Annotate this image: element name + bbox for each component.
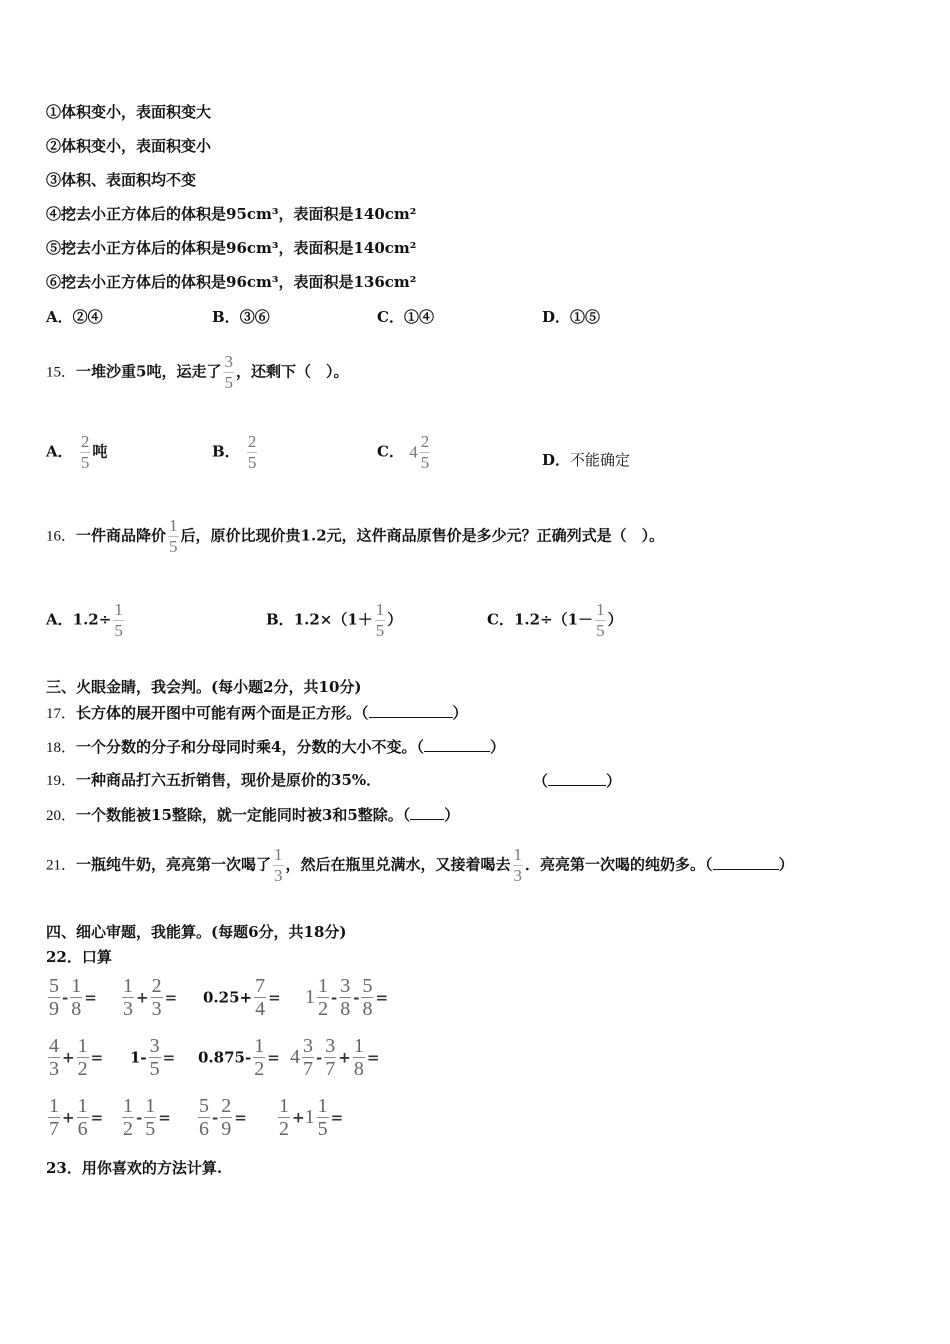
statement-4: ④挖去小正方体后的体积是95cm³，表面积是140cm² bbox=[46, 205, 417, 223]
question-number: 15． bbox=[46, 364, 77, 381]
q16-option-a[interactable]: A．1.2÷ $\frac{1}{5}$ bbox=[46, 600, 123, 640]
calc-item: 1 $\frac{1}{2}$ - $\frac{3}{8}$ - $\frac{5}{8}$ = bbox=[305, 975, 389, 1020]
answer-blank[interactable] bbox=[369, 703, 453, 718]
fraction: $\frac{1}{5}$ bbox=[596, 600, 605, 640]
fraction: $\frac{1}{5}$ bbox=[114, 600, 123, 640]
calc-item: $\frac{5}{9}$ - $\frac{1}{8}$ = bbox=[49, 975, 97, 1020]
question-text: 一件商品降价 bbox=[76, 526, 167, 545]
question-21: 21．一瓶纯牛奶，亮亮第一次喝了 $\frac{1}{3}$ ，然后在瓶里兑满水，又接着喝去 $\frac{1}{3}$ ．亮亮第一次喝的纯奶多。（ ） bbox=[46, 845, 794, 885]
calc-item: 4 $\frac{3}{7}$ - $\frac{3}{7}$ + $\frac{1}{8}$ = bbox=[290, 1035, 380, 1080]
fraction: $\frac{2}{5}$ bbox=[420, 432, 430, 472]
answer-blank[interactable] bbox=[713, 855, 779, 870]
statement-2: ②体积变小，表面积变小 bbox=[46, 137, 212, 155]
answer-blank[interactable] bbox=[424, 737, 490, 752]
statement-3: ③体积、表面积均不变 bbox=[46, 171, 197, 189]
calc-item: $\frac{5}{6}$ - $\frac{2}{9}$ = bbox=[199, 1095, 247, 1140]
question-number: 16． bbox=[46, 528, 77, 545]
section-4-title: 四、细心审题，我能算。(每题6分，共18分) bbox=[46, 923, 347, 941]
q14-option-d[interactable]: D．①⑤ bbox=[542, 308, 601, 326]
calc-item: $\frac{1}{2}$ +1 $\frac{1}{5}$ = bbox=[279, 1095, 344, 1140]
calc-item: $\frac{1}{3}$ + $\frac{2}{3}$ = bbox=[123, 975, 178, 1020]
calc-item: 0.875- $\frac{1}{2}$ = bbox=[198, 1035, 280, 1080]
q15-option-c[interactable]: C． 4 $\frac{2}{5}$ bbox=[377, 432, 430, 472]
q14-option-b[interactable]: B．③⑥ bbox=[212, 308, 270, 326]
question-23-label: 23．用你喜欢的方法计算. bbox=[46, 1159, 223, 1177]
calc-item: $\frac{4}{3}$ + $\frac{1}{2}$ = bbox=[49, 1035, 104, 1080]
answer-blank[interactable] bbox=[548, 771, 606, 786]
section-3-title: 三、火眼金睛，我会判。(每小题2分，共10分) bbox=[46, 678, 362, 696]
q16-option-b[interactable]: B．1.2×（1＋ $\frac{1}{5}$ ） bbox=[266, 600, 403, 640]
question-19: 19．一种商品打六五折销售，现价是原价的35%． bbox=[46, 771, 382, 789]
calc-item: $\frac{1}{2}$ - $\frac{1}{5}$ = bbox=[123, 1095, 171, 1140]
question-15 bbox=[46, 352, 348, 393]
answer-blank[interactable] bbox=[410, 805, 444, 820]
question-22-label: 22．口算 bbox=[46, 948, 112, 966]
statement-6: ⑥挖去小正方体后的体积是96cm³，表面积是136cm² bbox=[46, 273, 417, 291]
question-20: 20．一个数能被15整除，就一定能同时被3和5整除。（ ） bbox=[46, 806, 460, 824]
fraction: $\frac{1}{3}$ bbox=[274, 845, 283, 885]
fraction: $\frac{2}{5}$ bbox=[80, 432, 90, 472]
fraction: $\frac{1}{3}$ bbox=[513, 845, 523, 885]
statement-5: ⑤挖去小正方体后的体积是96cm³，表面积是140cm² bbox=[46, 239, 417, 257]
question-text: 一堆沙重5吨，运走了 bbox=[76, 362, 222, 381]
question-16 bbox=[46, 516, 664, 557]
q14-option-a[interactable]: A．②④ bbox=[46, 308, 103, 326]
question-17: 17．长方体的展开图中可能有两个面是正方形。（ ） bbox=[46, 704, 468, 722]
calc-item: 0.25+ $\frac{7}{4}$ = bbox=[203, 975, 281, 1020]
fraction: $\frac{2}{5}$ bbox=[247, 432, 257, 472]
fraction: $\frac{3}{5}$ bbox=[224, 352, 233, 392]
calc-item: $\frac{1}{7}$ + $\frac{1}{6}$ = bbox=[49, 1095, 104, 1140]
statement-1: ①体积变小，表面积变大 bbox=[46, 103, 212, 121]
q14-option-c[interactable]: C．①④ bbox=[377, 308, 434, 326]
calc-item: 1- $\frac{3}{5}$ = bbox=[130, 1035, 176, 1080]
question-18: 18．一个分数的分子和分母同时乘4，分数的大小不变。（ ） bbox=[46, 738, 505, 756]
question-19-answer: （ ） bbox=[533, 772, 622, 790]
fraction: $\frac{1}{5}$ bbox=[169, 516, 178, 556]
question-text: ，还剩下（ ）。 bbox=[235, 362, 349, 381]
q15-option-a[interactable]: A． $\frac{2}{5}$ 吨 bbox=[46, 432, 108, 472]
fraction: $\frac{1}{5}$ bbox=[375, 600, 385, 640]
q16-option-c[interactable]: C．1.2÷（1－ $\frac{1}{5}$ ） bbox=[487, 600, 623, 640]
q15-option-d[interactable]: D．不能确定 bbox=[542, 451, 631, 469]
q15-option-b[interactable]: B． $\frac{2}{5}$ bbox=[212, 432, 257, 472]
question-text: 后，原价比现价贵1.2元，这件商品原售价是多少元？正确列式是（ ）。 bbox=[180, 526, 665, 545]
